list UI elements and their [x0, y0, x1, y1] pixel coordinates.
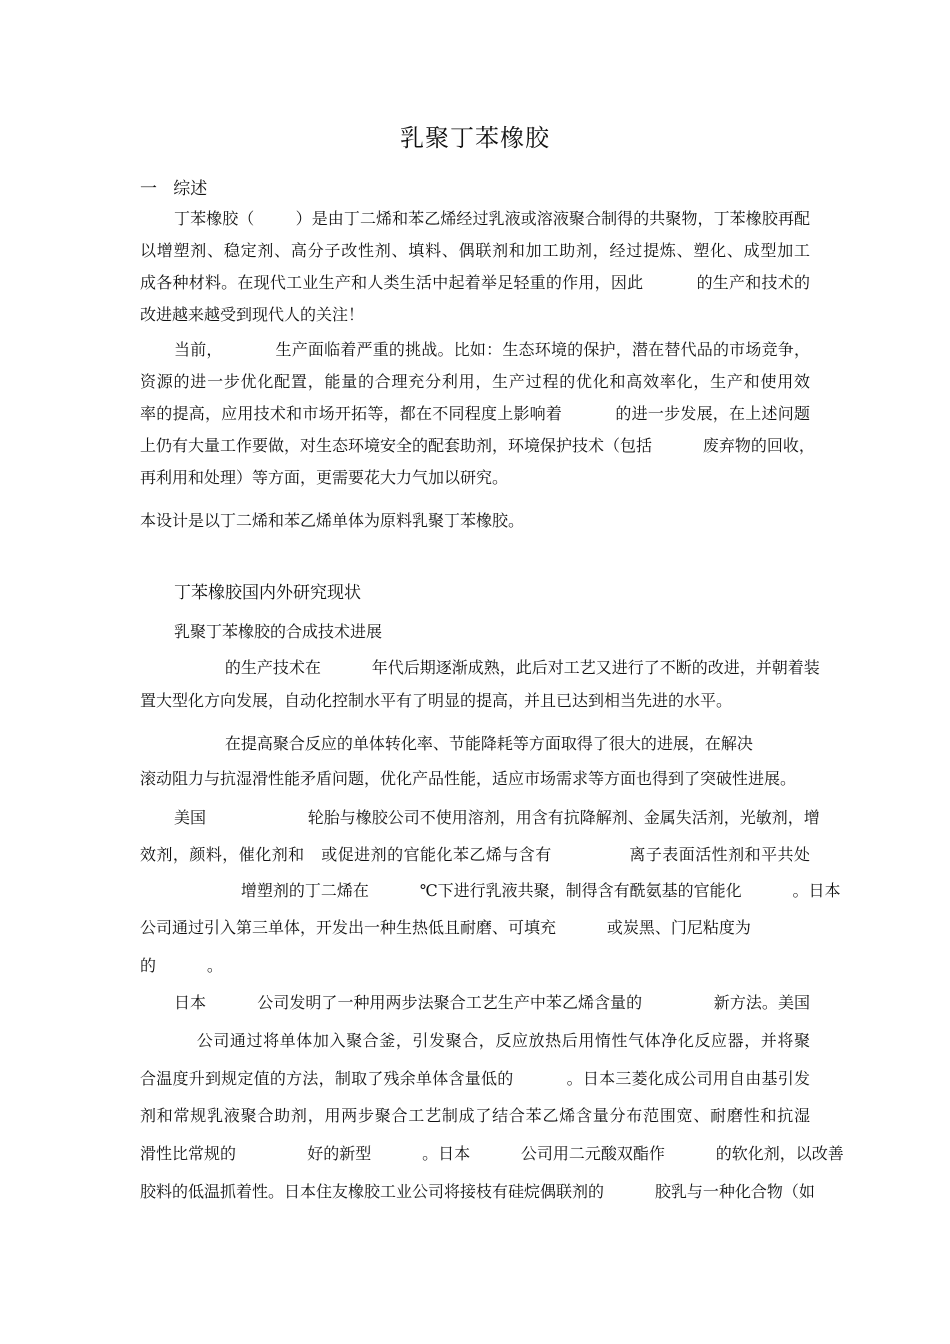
subsection-heading: 乳聚丁苯橡胶的合成技术进展: [174, 622, 383, 641]
paragraph-line: 日本 公司发明了一种用两步法聚合工艺生产中苯乙烯含量的 新方法。美国: [174, 993, 810, 1012]
paragraph-line: 本设计是以丁二烯和苯乙烯单体为原料乳聚丁苯橡胶。: [140, 511, 525, 530]
paragraph-line: 当前， 生产面临着严重的挑战。比如：生态环境的保护，潜在替代品的市场竞争，: [174, 340, 810, 359]
paragraph-line: 以增塑剂、稳定剂、高分子改性剂、填料、偶联剂和加工助剂，经过提炼、塑化、成型加工: [140, 241, 810, 260]
paragraph-line: 资源的进一步优化配置，能量的合理充分利用，生产过程的优化和高效率化，生产和使用效: [140, 372, 810, 391]
paragraph-line: 率的提高，应用技术和市场开拓等，都在不同程度上影响着 的进一步发展，在上述问题: [140, 404, 810, 423]
paragraph-line: 合温度升到规定值的方法，制取了残余单体含量低的 。日本三菱化成公司用自由基引发: [140, 1069, 810, 1088]
paragraph-line: 上仍有大量工作要做，对生态环境安全的配套助剂，环境保护技术（包括 废弃物的回收，: [140, 436, 815, 455]
paragraph-line: 改进越来越受到现代人的关注！: [140, 305, 365, 324]
paragraph-line: 剂和常规乳液聚合助剂，用两步聚合工艺制成了结合苯乙烯含量分布范围宽、耐磨性和抗湿: [140, 1106, 810, 1125]
paragraph-line: 的 。: [140, 956, 223, 975]
paragraph-line: 美国 轮胎与橡胶公司不使用溶剂，用含有抗降解剂、金属失活剂，光敏剂，增: [174, 808, 820, 827]
paragraph-line: 滚动阻力与抗湿滑性能矛盾问题，优化产品性能，适应市场需求等方面也得到了突破性进展。: [140, 769, 797, 788]
section-heading-research: 丁苯橡胶国内外研究现状: [174, 583, 361, 603]
paragraph-line: 公司通过引入第三单体，开发出一种生热低且耐磨、可填充 或炭黑、门尼粘度为: [140, 918, 751, 937]
paragraph-line: 再利用和处理）等方面，更需要花大力气加以研究。: [140, 468, 509, 487]
paragraph-line: 置大型化方向发展，自动化控制水平有了明显的提高，并且已达到相当先进的水平。: [140, 691, 733, 710]
paragraph-line: 效剂，颜料，催化剂和 或促进剂的官能化苯乙烯与含有 离子表面活性剂和平共处: [140, 845, 810, 864]
paragraph-line: 的生产技术在 年代后期逐渐成熟，此后对工艺又进行了不断的改进，并朝着装: [174, 658, 820, 677]
paragraph-line: 成各种材料。在现代工业生产和人类生活中起着举足轻重的作用，因此 的生产和技术的: [140, 273, 810, 292]
paragraph-line: 在提高聚合反应的单体转化率、节能降耗等方面取得了很大的进展，在解决: [174, 734, 753, 753]
paragraph-line: 丁苯橡胶（ ）是由丁二烯和苯乙烯经过乳液或溶液聚合制得的共聚物，丁苯橡胶再配: [174, 209, 810, 228]
paragraph-line: 胶料的低温抓着性。日本住友橡胶工业公司将接枝有硅烷偶联剂的 胶乳与一种化合物（如: [140, 1182, 815, 1201]
paragraph-line: 滑性比常规的 好的新型 。日本 公司用二元酸双酯作 的软化剂，以改善: [140, 1144, 844, 1163]
section-heading-overview: 一 综述: [140, 179, 208, 199]
paragraph-line: 增塑剂的丁二烯在 ℃下进行乳液共聚，制得含有酰氨基的官能化 。日本: [190, 881, 841, 900]
document-title: 乳聚丁苯橡胶: [400, 124, 550, 152]
paragraph-line: 公司通过将单体加入聚合釜，引发聚合，反应放热后用惰性气体净化反应器，并将聚: [140, 1031, 810, 1050]
